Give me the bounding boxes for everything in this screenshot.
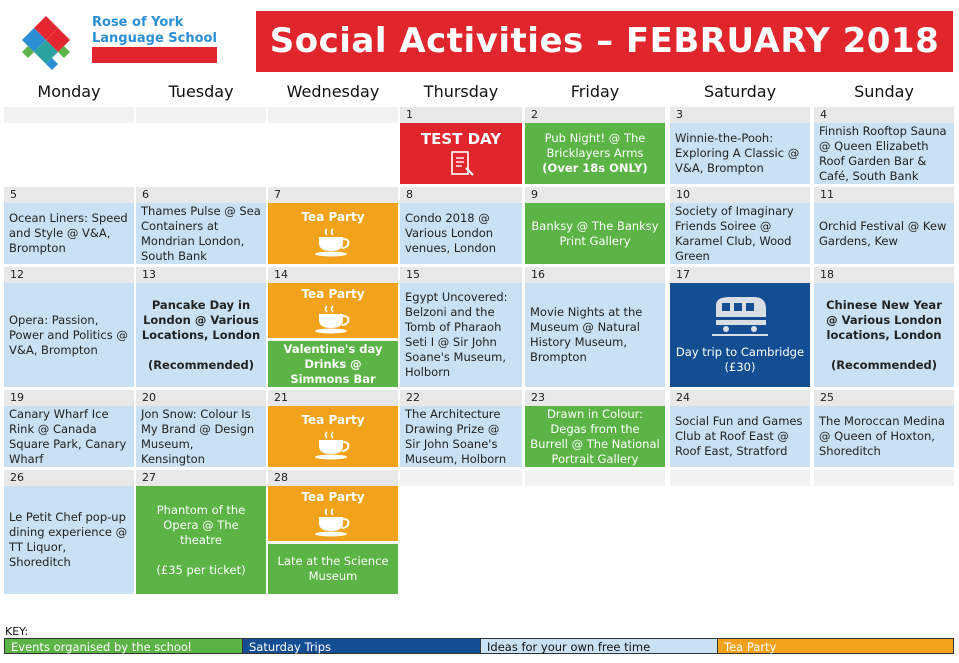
event-text: Phantom of the Opera @ The theatre	[156, 502, 246, 547]
empty-cell	[670, 470, 810, 486]
day-header-monday: Monday	[37, 82, 101, 101]
day-header-saturday: Saturday	[703, 82, 777, 101]
page-title: Social Activities – FEBRUARY 2018	[256, 11, 953, 72]
event-text: Tea Party	[301, 210, 365, 224]
event-text[interactable]: Egypt Uncovered: Belzoni and the Tomb of Pharaoh Seti I @ Sir John Soane's Museum, Holborn	[400, 283, 522, 387]
event-chinese-new-year[interactable]	[814, 283, 954, 387]
event-text[interactable]: Finnish Rooftop Sauna @ Queen Elizabeth Roof Garden Bar & Café, South Bank	[814, 123, 954, 184]
event-test-day[interactable]	[400, 123, 522, 184]
event-text: Pub Night! @ The Bricklayers Arms	[544, 131, 646, 160]
day-cell-2	[525, 107, 665, 184]
key-tea-party: Tea Party	[717, 638, 954, 654]
day-cell-9	[525, 187, 665, 264]
day-cell-27	[136, 470, 266, 594]
empty-cell	[268, 107, 398, 123]
teacup-icon	[313, 304, 353, 334]
day-cell-4	[814, 107, 954, 184]
day-number: 3	[670, 107, 810, 123]
day-number: 24	[670, 390, 810, 406]
event-text[interactable]: Jon Snow: Colour Is My Brand @ Design Museum, Kensington	[136, 406, 266, 467]
event-text[interactable]: Winnie-the-Pooh: Exploring A Classic @ V&A, Brompton	[670, 123, 810, 184]
test-paper-icon	[448, 150, 474, 178]
event-text[interactable]: Orchid Festival @ Kew Gardens, Kew	[814, 203, 954, 264]
teacup-icon	[313, 507, 353, 537]
event-text[interactable]: Le Petit Chef pop-up dining experience @ TT Liquor, Shoreditch	[4, 486, 134, 594]
day-cell-18	[814, 267, 954, 387]
day-number: 17	[670, 267, 810, 283]
day-cell-5	[4, 187, 134, 264]
day-cell-6	[136, 187, 266, 264]
day-header-sunday: Sunday	[854, 82, 914, 101]
day-cell-28	[268, 470, 398, 594]
day-cell-11	[814, 187, 954, 264]
day-number: 20	[136, 390, 266, 406]
event-text: Day trip to Cambridge (£30)	[675, 345, 805, 374]
day-number: 18	[814, 267, 954, 283]
event-text: Tea Party	[301, 287, 365, 301]
day-header-tuesday: Tuesday	[168, 82, 234, 101]
day-cell-22	[400, 390, 522, 467]
event-cambridge-trip[interactable]	[670, 283, 810, 387]
event-tea-party[interactable]	[268, 283, 398, 338]
empty-cell	[400, 470, 522, 486]
event-phantom-opera[interactable]	[136, 486, 266, 594]
day-cell-10	[670, 187, 810, 264]
day-cell-24	[670, 390, 810, 467]
day-number: 21	[268, 390, 398, 406]
day-number: 14	[268, 267, 398, 283]
event-pancake-day[interactable]	[136, 283, 266, 387]
day-number: 9	[525, 187, 665, 203]
event-tea-party[interactable]	[268, 406, 398, 467]
day-cell-21	[268, 390, 398, 467]
logo-diamonds-icon	[16, 16, 84, 70]
event-text[interactable]: Society of Imaginary Friends Soiree @ Karamel Club, Wood Green	[670, 203, 810, 264]
day-number: 27	[136, 470, 266, 486]
day-number: 5	[4, 187, 134, 203]
day-number: 16	[525, 267, 665, 283]
day-cell-12	[4, 267, 134, 387]
day-cell-15	[400, 267, 522, 387]
event-text[interactable]: Movie Nights at the Museum @ Natural History Museum, Brompton	[525, 283, 665, 387]
day-number: 23	[525, 390, 665, 406]
day-cell-17	[670, 267, 810, 387]
train-icon	[710, 295, 770, 339]
day-number: 2	[525, 107, 665, 123]
event-note: (Recommended)	[830, 357, 938, 372]
key-label: KEY:	[5, 625, 29, 638]
day-number: 12	[4, 267, 134, 283]
key-saturday-trips: Saturday Trips	[242, 638, 480, 654]
day-header-friday: Friday	[570, 82, 620, 101]
day-number: 22	[400, 390, 522, 406]
empty-cell	[4, 107, 134, 123]
day-number: 11	[814, 187, 954, 203]
event-tea-party[interactable]	[268, 486, 398, 541]
event-science-museum[interactable]: Late at the Science Museum	[268, 544, 398, 594]
event-text[interactable]: Ocean Liners: Speed and Style @ V&A, Brompton	[4, 203, 134, 264]
day-number: 13	[136, 267, 266, 283]
logo-line-1: Rose of York	[92, 15, 184, 30]
event-text[interactable]: Banksy @ The Banksy Print Gallery	[525, 203, 665, 264]
logo-line-3: London	[92, 47, 217, 63]
day-number: 10	[670, 187, 810, 203]
event-note: (Over 18s ONLY)	[542, 161, 648, 175]
logo-line-2: Language School	[92, 31, 217, 46]
day-cell-1	[400, 107, 522, 184]
empty-cell	[525, 470, 665, 486]
event-pub-night[interactable]	[525, 123, 665, 184]
event-note: (£35 per ticket)	[156, 562, 246, 577]
event-text: Tea Party	[301, 413, 365, 427]
day-number: 25	[814, 390, 954, 406]
empty-cell	[814, 470, 954, 486]
day-number: 4	[814, 107, 954, 123]
day-number: 1	[400, 107, 522, 123]
event-text: Pancake Day in London @ Various Locations, London	[141, 297, 261, 342]
event-text[interactable]: Drawn in Colour: Degas from the Burrell @ The National Portrait Gallery	[525, 406, 665, 467]
teacup-icon	[313, 227, 353, 257]
day-cell-13	[136, 267, 266, 387]
event-text[interactable]: Condo 2018 @ Various London venues, London	[400, 203, 522, 264]
key-school-events: Events organised by the school	[4, 638, 242, 654]
event-text[interactable]: The Moroccan Medina @ Queen of Hoxton, Shoreditch	[814, 406, 954, 467]
day-cell-26	[4, 470, 134, 594]
day-cell-3	[670, 107, 810, 184]
day-cell-8	[400, 187, 522, 264]
day-cell-14	[268, 267, 398, 387]
day-number: 28	[268, 470, 398, 486]
event-text[interactable]: Social Fun and Games Club at Roof East @ Roof East, Stratford	[670, 406, 810, 467]
event-text: TEST DAY	[420, 129, 502, 148]
day-cell-19	[4, 390, 134, 467]
day-number: 7	[268, 187, 398, 203]
event-text[interactable]: The Architecture Drawing Prize @ Sir John Soane's Museum, Holborn	[400, 406, 522, 467]
day-cell-25	[814, 390, 954, 467]
event-valentines-drinks[interactable]: Valentine's day Drinks @ Simmons Bar	[268, 341, 398, 387]
day-header-thursday: Thursday	[423, 82, 499, 101]
event-note: (Recommended)	[147, 357, 255, 372]
school-logo	[16, 14, 246, 72]
day-cell-23	[525, 390, 665, 467]
day-cell-20	[136, 390, 266, 467]
day-number: 15	[400, 267, 522, 283]
event-tea-party[interactable]	[268, 203, 398, 264]
day-number: 6	[136, 187, 266, 203]
day-number: 19	[4, 390, 134, 406]
day-cell-7	[268, 187, 398, 264]
day-cell-16	[525, 267, 665, 387]
day-number: 26	[4, 470, 134, 486]
event-text[interactable]: Canary Wharf Ice Rink @ Canada Square Park, Canary Wharf	[4, 406, 134, 467]
day-header-wednesday: Wednesday	[286, 82, 380, 101]
event-text: Chinese New Year @ Various London locations, London	[826, 297, 942, 342]
empty-cell	[136, 107, 266, 123]
key-free-time-ideas: Ideas for your own free time	[480, 638, 717, 654]
event-text: Tea Party	[301, 490, 365, 504]
teacup-icon	[313, 430, 353, 460]
event-text[interactable]: Thames Pulse @ Sea Containers at Mondrian London, South Bank	[136, 203, 266, 264]
event-text[interactable]: Opera: Passion, Power and Politics @ V&A, Brompton	[4, 283, 134, 387]
day-number: 8	[400, 187, 522, 203]
